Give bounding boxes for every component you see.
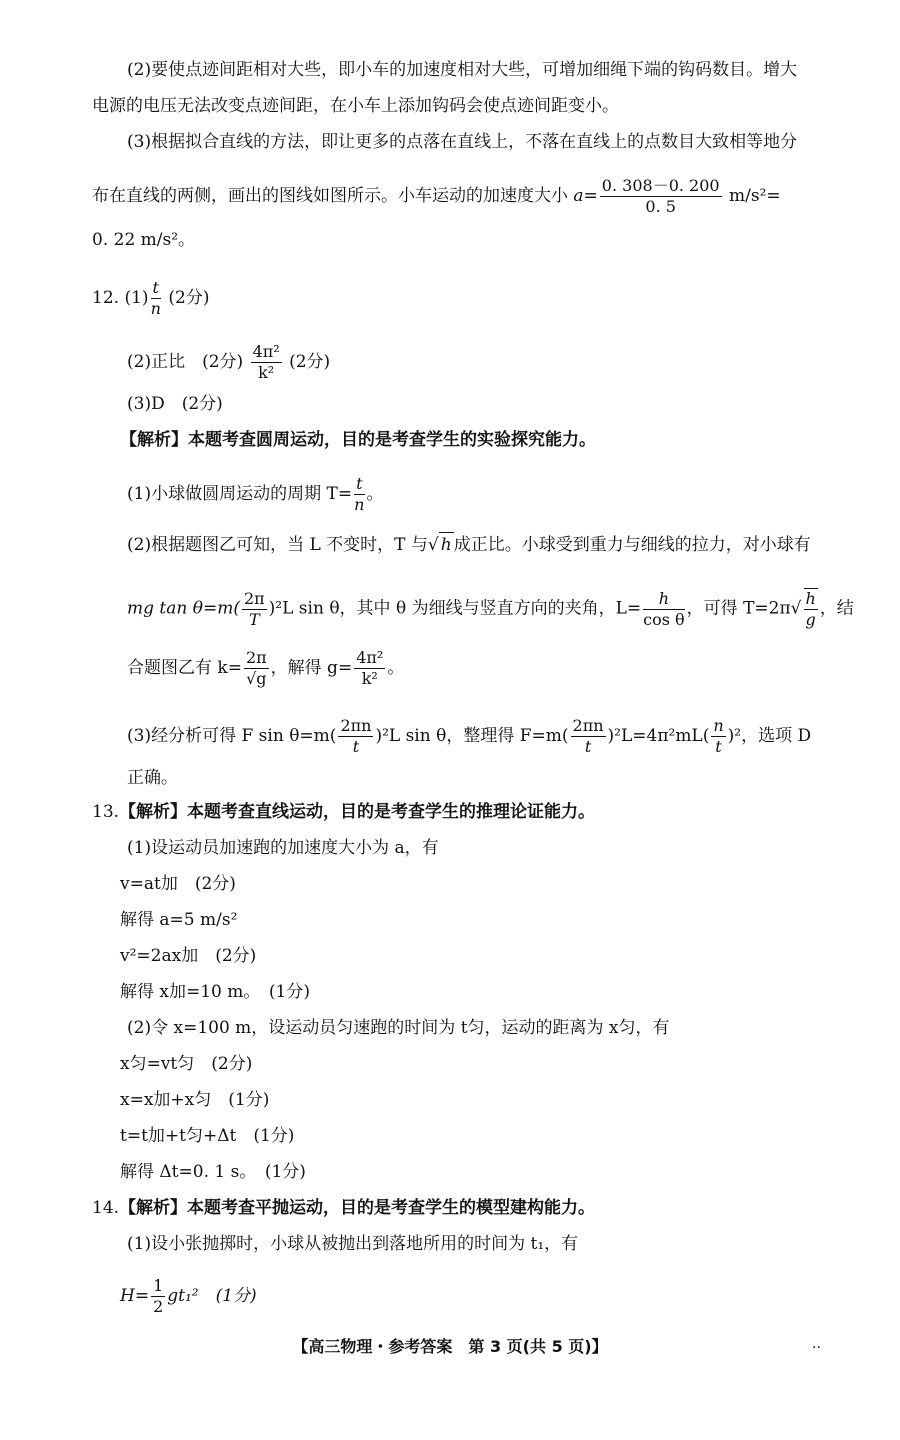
q14-line-1: (1)设小张抛掷时，小球从被抛出到落地所用的时间为 t₁，有 — [127, 1234, 579, 1254]
q13-line: v²=2ax加 (2分) — [120, 946, 257, 966]
q12-answer-1: 12. (1) $\frac{t}{n}$ (2分) — [92, 278, 210, 318]
q12-sol-2-line-2: mg tan θ=m( $\frac{2\pi}{T}$ )²L sin θ，其中 θ 为细线与竖直方向的夹角，L= $\frac{h}{\text{cos θ}}$ ，可得 T=2π√ $\frac{h}{g}$ ，结 — [127, 588, 854, 629]
q14-heading: 14.【解析】本题考查平抛运动，目的是考查学生的模型建构能力。 — [92, 1198, 596, 1218]
p3-line-1: (3)根据拟合直线的方法，即让更多的点落在直线上，不落在直线上的点数目大致相等地分 — [127, 132, 798, 152]
q12-answer-2: (2)正比 (2分) $\frac{\text{4π²}}{\text{k²}}$ (2分) — [127, 342, 331, 382]
q12-sol-2-line-1: (2)根据题图乙可知，当 L 不变时，T 与√ h 成正比。小球受到重力与细线的拉力，对小球有 — [127, 532, 811, 557]
q12-answer-3: (3)D (2分) — [127, 394, 223, 414]
p2-line-1: (2)要使点迹间距相对大些，即小车的加速度相对大些，可增加细绳下端的钩码数目。增大 — [127, 60, 798, 80]
page-footer: 【高三物理・参考答案 第 3 页(共 5 页)】 — [292, 1337, 608, 1356]
p3-line-2: 布在直线的两侧，画出的图线如图所示。小车运动的加速度大小 a= $\frac{0. 308-0. 200}{0. 5}$ m/s²= — [92, 176, 781, 216]
q12-sol-1: (1)小球做圆周运动的周期 T= $\frac{t}{n}$ 。 — [127, 474, 384, 514]
q13-line: (2)令 x=100 m，设运动员匀速跑的时间为 t匀，运动的距离为 x匀，有 — [127, 1018, 670, 1038]
q13-line: (1)设运动员加速跑的加速度大小为 a，有 — [127, 838, 439, 858]
accel-fraction: $\frac{0. 308-0. 200}{0. 5}$ — [601, 176, 720, 216]
p3-line-3: 0. 22 m/s²。 — [92, 230, 196, 250]
q13-line: 解得 a=5 m/s² — [120, 910, 238, 930]
q13-line: 解得 x加=10 m。 (1分) — [120, 982, 310, 1002]
q14-formula: H= $\frac{1}{2}$ gt₁² (1分) — [120, 1276, 257, 1316]
q13-line: x=x加+x匀 (1分) — [120, 1090, 270, 1110]
q12-sol-2-line-3: 合题图乙有 k= $\frac{2\pi}{√g}$ ，解得 g= $\frac{\text{4π²}}{\text{k²}}$ 。 — [127, 648, 405, 688]
p2-line-2: 电源的电压无法改变点迹间距，在小车上添加钩码会使点迹间距变小。 — [92, 96, 619, 116]
q13-line: 解得 Δt=0. 1 s。 (1分) — [120, 1162, 306, 1182]
q13-heading: 13.【解析】本题考查直线运动，目的是考查学生的推理论证能力。 — [92, 802, 596, 822]
corner-dots: .. — [812, 1336, 821, 1352]
q13-line: v=at加 (2分) — [120, 874, 236, 894]
q13-line: t=t加+t匀+Δt (1分) — [120, 1126, 295, 1146]
q12-sol-3-line-1: (3)经分析可得 F sin θ=m( $\frac{2\pi n}{t}$ )²L sin θ，整理得 F=m( $\frac{2\pi n}{t}$ )²L=4π²mL( $\frac{n}{t}$ )²，选项 D — [127, 716, 812, 756]
q12-sol-3-line-2: 正确。 — [127, 768, 178, 788]
q13-line: x匀=vt匀 (2分) — [120, 1054, 253, 1074]
q12-analysis-heading: 【解析】本题考查圆周运动，目的是考查学生的实验探究能力。 — [120, 430, 596, 450]
